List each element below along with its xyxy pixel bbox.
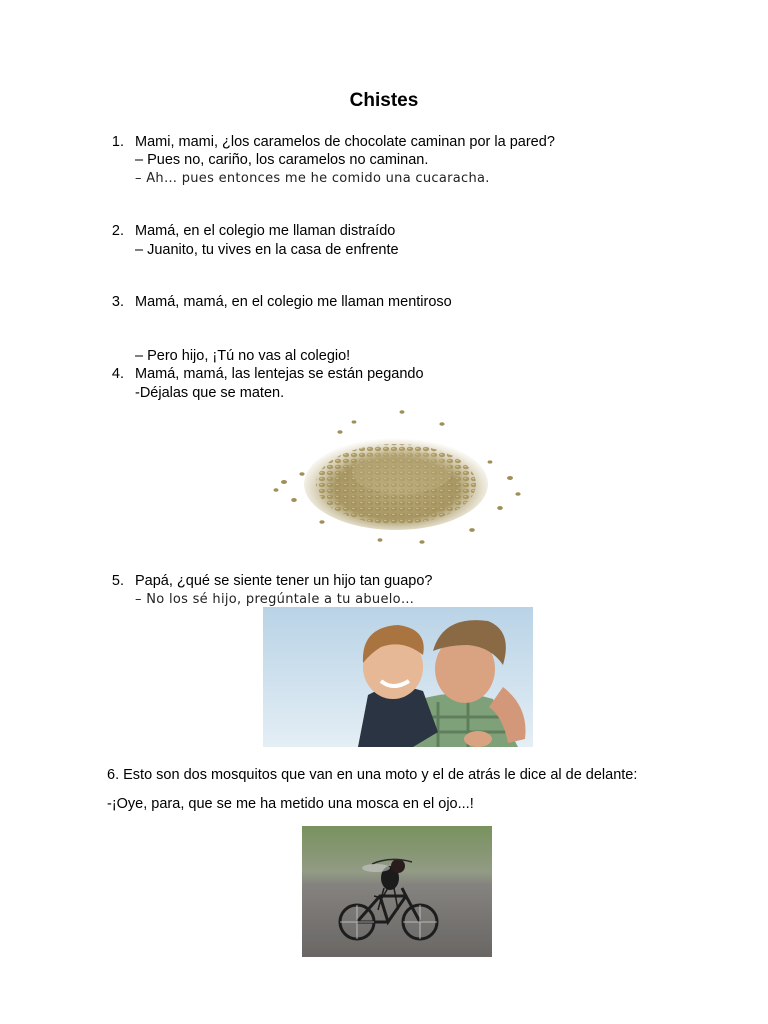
joke-3-number: 3. — [111, 294, 124, 310]
joke-1-line-2: – Pues no, cariño, los caramelos no caminan. — [135, 152, 429, 168]
page-title: Chistes — [349, 90, 419, 111]
joke-4-line-1: Mamá, mamá, las lentejas se están pegando — [135, 366, 424, 382]
joke-1-line-3: – Ah… pues entonces me he comido una cucaracha. — [135, 171, 490, 186]
father-son-illustration-icon — [263, 607, 533, 747]
fly-on-bicycle-icon — [302, 826, 492, 957]
joke-5-line-1: Papá, ¿qué se siente tener un hijo tan guapo? — [135, 573, 433, 589]
joke-6-line-1: 6. Esto son dos mosquitos que van en una moto y el de atrás le dice al de delante: — [107, 767, 638, 783]
joke-1-line-1: Mami, mami, ¿los caramelos de chocolate caminan por la pared? — [135, 134, 555, 150]
father-son-image — [263, 607, 533, 747]
joke-1-number: 1. — [111, 134, 124, 150]
lentils-pile-icon — [262, 404, 530, 550]
joke-5-line-2: – No los sé hijo, pregúntale a tu abuelo… — [135, 592, 415, 607]
joke-4-line-2: -Déjalas que se maten. — [135, 385, 285, 401]
joke-6-line-2: -¡Oye, para, que se me ha metido una mosca en el ojo...! — [107, 796, 474, 812]
joke-2-line-2: – Juanito, tu vives en la casa de enfrente — [135, 242, 399, 258]
lentils-image — [262, 404, 530, 550]
joke-5-number: 5. — [111, 573, 124, 589]
joke-3-line-2: – Pero hijo, ¡Tú no vas al colegio! — [135, 348, 351, 364]
joke-2-number: 2. — [111, 223, 124, 239]
joke-3-line-1: Mamá, mamá, en el colegio me llaman mentiroso — [135, 294, 452, 310]
fly-bike-image — [302, 826, 492, 957]
joke-2-line-1: Mamá, en el colegio me llaman distraído — [135, 223, 396, 239]
joke-4-number: 4. — [111, 366, 124, 382]
